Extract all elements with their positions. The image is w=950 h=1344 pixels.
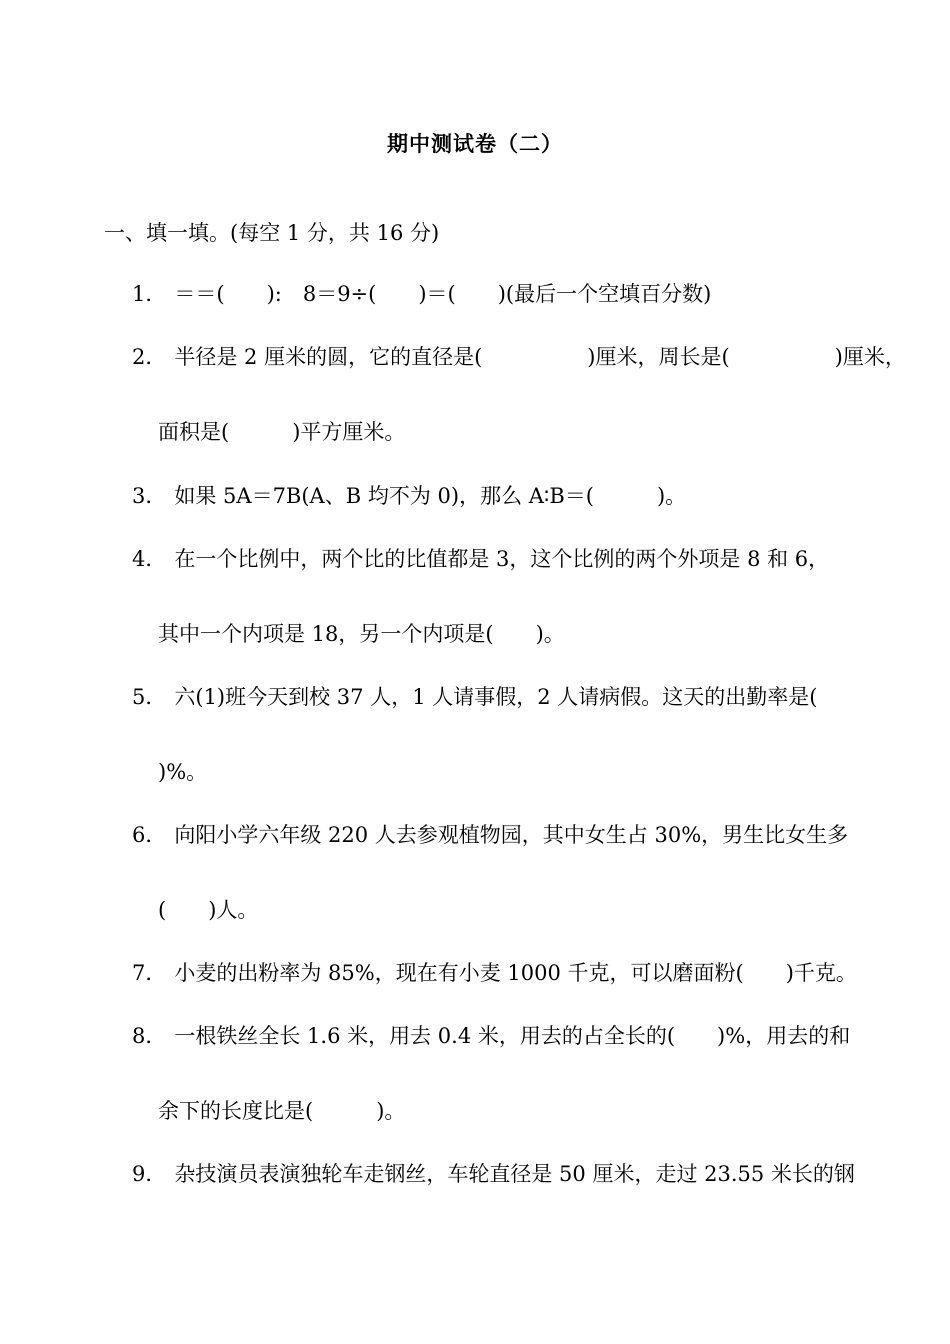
question-text: 在一个比例中，两个比的比值都是 3，这个比例的两个外项是 8 和 6， (174, 547, 830, 571)
question-text: 六(1)班今天到校 37 人，1 人请事假，2 人请病假。这天的出勤率是( (174, 685, 818, 709)
question-text: ＝＝( ): 8＝9÷( )＝( )(最后一个空填百分数) (174, 282, 712, 306)
question-8-continuation: 余下的长度比是( )。 (158, 1099, 406, 1123)
page-title: 期中测试卷（二） (387, 131, 563, 156)
question-4-continuation: 其中一个内项是 18，另一个内项是( )。 (158, 622, 565, 646)
question-text: 小麦的出粉率为 85%，现在有小麦 1000 千克，可以磨面粉( )千克。 (174, 961, 857, 985)
question-number: 5． (132, 685, 167, 709)
question-number: 6． (132, 823, 167, 847)
question-text: 半径是 2 厘米的圆，它的直径是( )厘米，周长是( )厘米， (174, 345, 906, 369)
question-text: 向阳小学六年级 220 人去参观植物园，其中女生占 30%，男生比女生多 (174, 823, 849, 847)
question-2 (132, 343, 906, 371)
question-4 (132, 545, 829, 573)
question-6 (132, 821, 848, 849)
question-5-continuation: )%。 (158, 760, 208, 784)
question-8 (132, 1022, 850, 1050)
question-number: 1． (132, 282, 167, 306)
question-9 (132, 1160, 855, 1188)
section-heading: 一、填一填。(每空 1 分，共 16 分) (104, 221, 440, 245)
question-number: 9． (132, 1162, 167, 1186)
question-number: 7． (132, 961, 167, 985)
question-text: 杂技演员表演独轮车走钢丝，车轮直径是 50 厘米，走过 23.55 米长的钢 (174, 1162, 855, 1186)
question-5 (132, 683, 817, 711)
question-number: 8． (132, 1024, 167, 1048)
question-7 (132, 959, 857, 987)
question-text: 一根铁丝全长 1.6 米，用去 0.4 米，用去的占全长的( )%，用去的和 (174, 1024, 851, 1048)
question-number: 3． (132, 484, 167, 508)
question-1 (132, 280, 711, 308)
question-text: 如果 5A＝7B(A、B 均不为 0)，那么 A∶B＝( )。 (174, 484, 687, 508)
question-number: 2． (132, 345, 167, 369)
question-2-continuation: 面积是( )平方厘米。 (158, 420, 406, 444)
question-number: 4． (132, 547, 167, 571)
question-6-continuation: ( )人。 (158, 898, 259, 922)
question-3 (132, 482, 686, 510)
